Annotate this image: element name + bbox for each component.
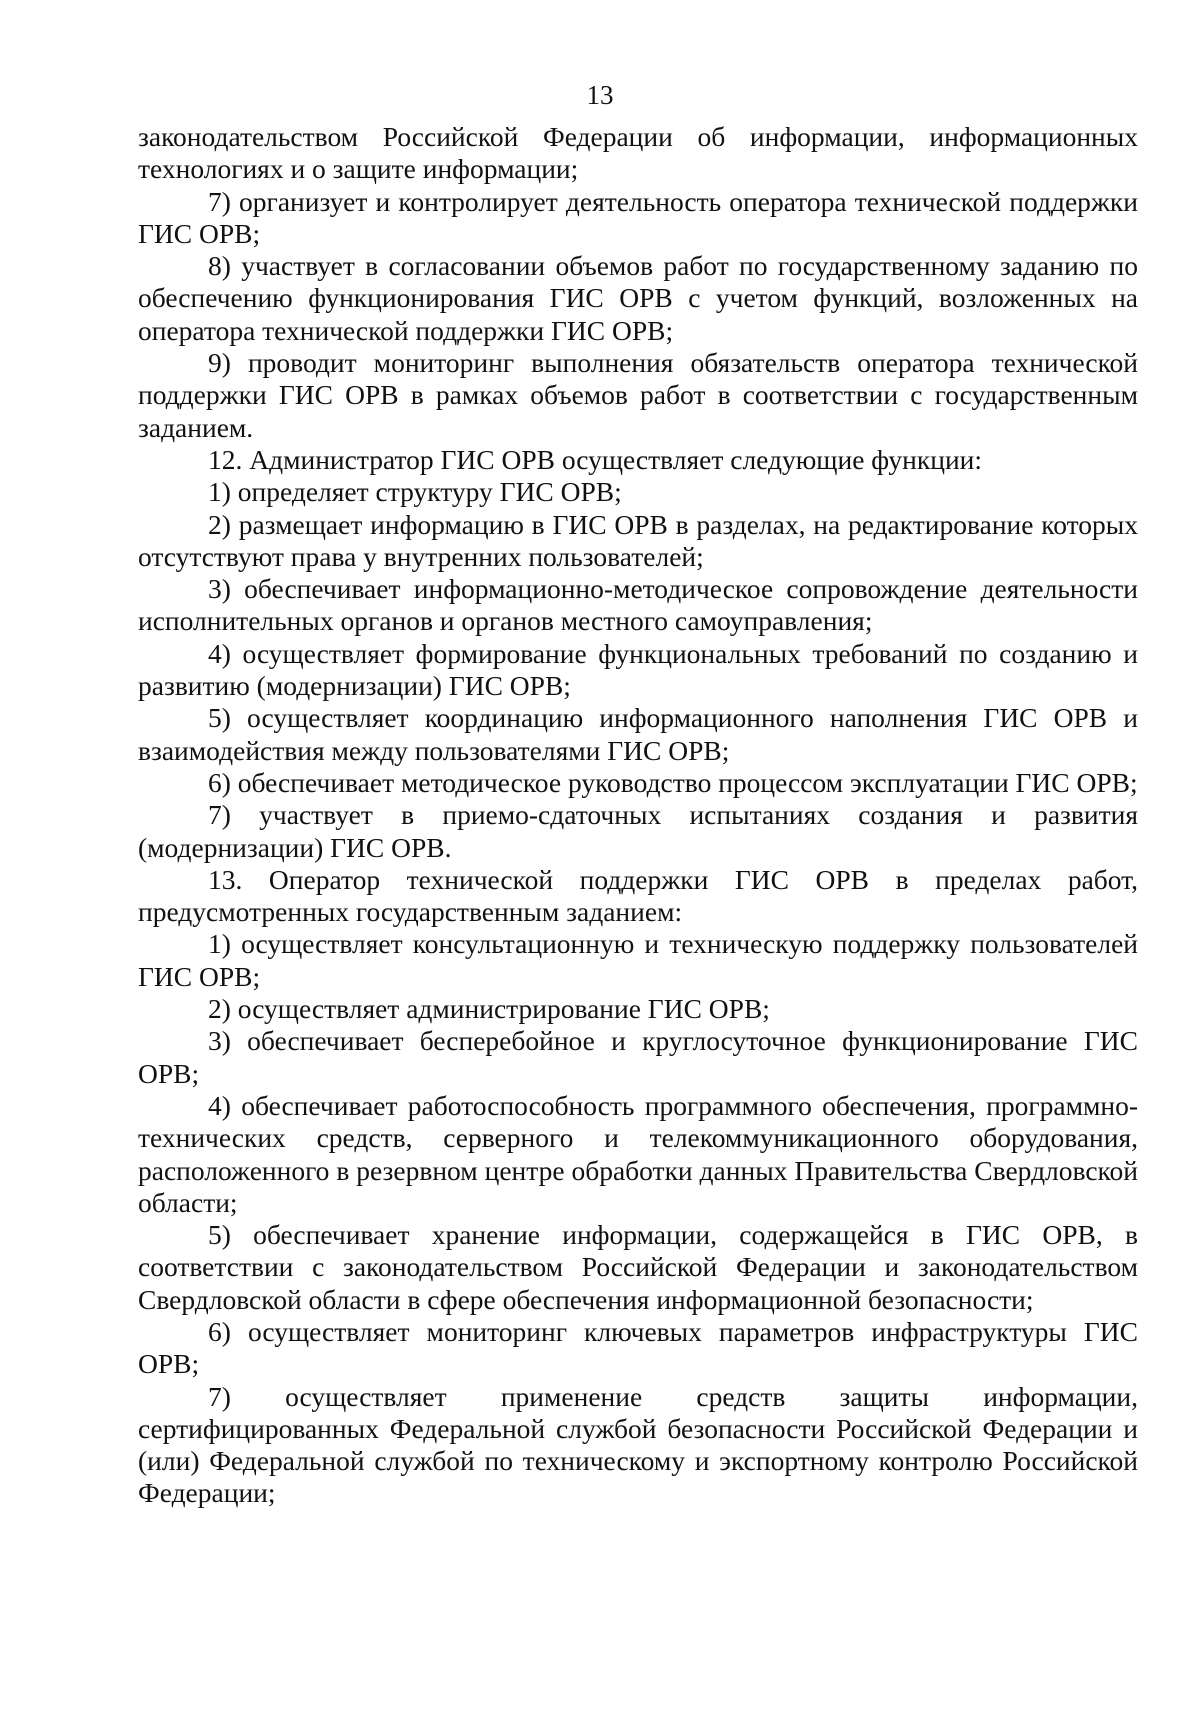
paragraph: 7) осуществляет применение средств защиты информации, сертифицированных Федеральной службой безопасности Российской Федерации и (или) Федеральной службой по техническому и экспортному контролю Российской Федерации; [138,1380,1138,1509]
paragraph: 4) обеспечивает работоспособность программного обеспечения, программно-технических средств, серверного и телекоммуникационного оборудования, расположенного в резервном центре обработки данных Правительства Свердловской области; [138,1089,1138,1218]
paragraph: законодательством Российской Федерации об информации, информационных технологиях и о защите информации; [138,121,1138,185]
paragraph: 3) обеспечивает информационно-методическое сопровождение деятельности исполнительных органов и органов местного самоуправления; [138,573,1138,637]
paragraph: 3) обеспечивает бесперебойное и круглосуточное функционирование ГИС ОРВ; [138,1025,1138,1089]
paragraph: 6) осуществляет мониторинг ключевых параметров инфраструктуры ГИС ОРВ; [138,1315,1138,1380]
paragraph: 2) осуществляет администрирование ГИС ОРВ; [208,993,770,1025]
paragraph: 7) участвует в приемо-сдаточных испытаниях создания и развития (модернизации) ГИС ОРВ. [138,799,1138,863]
paragraph: 9) проводит мониторинг выполнения обязательств оператора технической поддержки ГИС ОРВ в рамках объемов работ в соответствии с государственным заданием. [138,347,1138,443]
page-number: 13 [586,80,614,110]
paragraph: 4) осуществляет формирование функциональных требований по созданию и развитию (модернизации) ГИС ОРВ; [138,637,1138,702]
paragraph: 7) организует и контролирует деятельность оператора технической поддержки ГИС ОРВ; [138,185,1138,249]
document-body [138,121,1138,1510]
paragraph: 1) осуществляет консультационную и техническую поддержку пользователей ГИС ОРВ; [138,928,1138,992]
paragraph: 13. Оператор технической поддержки ГИС ОРВ в пределах работ, предусмотренных государственным заданием: [138,863,1138,928]
paragraph: 5) осуществляет координацию информационного наполнения ГИС ОРВ и взаимодействия между пользователями ГИС ОРВ; [138,702,1138,766]
paragraph: 2) размещает информацию в ГИС ОРВ в разделах, на редактирование которых отсутствуют права у внутренних пользователей; [138,508,1138,572]
paragraph: 8) участвует в согласовании объемов работ по государственному заданию по обеспечению функционирования ГИС ОРВ с учетом функций, возложенных на оператора технической поддержки ГИС ОРВ; [138,250,1138,346]
paragraph: 1) определяет структуру ГИС ОРВ; [208,476,622,508]
paragraph: 5) обеспечивает хранение информации, содержащейся в ГИС ОРВ, в соответствии с законодательством Российской Федерации и законодательством Свердловской области в сфере обеспечения информационной безопасности; [138,1219,1138,1315]
paragraph: 6) обеспечивает методическое руководство процессом эксплуатации ГИС ОРВ; [208,766,1138,798]
paragraph: 12. Администратор ГИС ОРВ осуществляет следующие функции: [208,443,983,475]
